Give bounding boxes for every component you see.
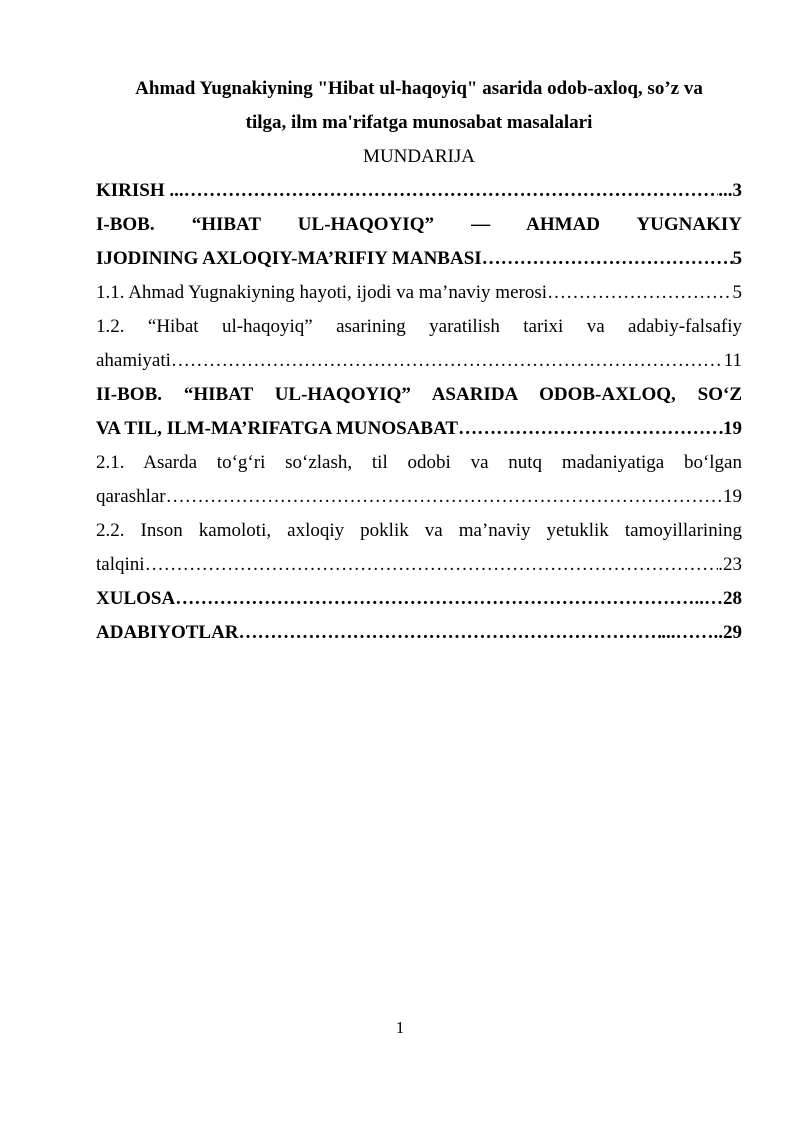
toc-page-number: ..…28 bbox=[694, 588, 742, 609]
toc-entry-1-1 bbox=[96, 276, 742, 310]
toc-entry-2-2 bbox=[96, 548, 742, 582]
toc-entry-bob1-line1: I-BOB. “HIBAT UL-HAQOYIQ” — AHMAD YUGNAKIY bbox=[96, 214, 742, 235]
toc-label: ahamiyati bbox=[96, 350, 171, 371]
toc-page-number: 5 bbox=[732, 282, 742, 303]
document-page bbox=[96, 72, 742, 650]
page-number: 1 bbox=[395, 1018, 405, 1037]
toc-label: talqini bbox=[96, 554, 145, 575]
toc-label: VA TIL, ILM-MA’RIFATGA MUNOSABAT bbox=[96, 418, 459, 439]
document-title-line-1: Ahmad Yugnakiyning "Hibat ul-haqoyiq" asarida odob-axloq, so’z va bbox=[135, 78, 703, 99]
toc-entry-2-2-line1: 2.2. Inson kamoloti, axloqiy poklik va ma’naviy yetuklik tamoyillarining bbox=[96, 520, 742, 541]
toc-page-number: 19 bbox=[723, 418, 742, 439]
toc-entry-1-2 bbox=[96, 344, 742, 378]
toc-leader-dots bbox=[171, 344, 724, 378]
toc-label: XULOSA bbox=[96, 588, 176, 609]
toc-entry-2-1 bbox=[96, 480, 742, 514]
toc-leader-dots bbox=[166, 480, 723, 514]
toc-entry-kirish bbox=[96, 174, 742, 208]
toc-page-number: .23 bbox=[718, 554, 742, 575]
toc-entry-bob2 bbox=[96, 412, 742, 446]
toc-entry-adabiyotlar bbox=[96, 616, 742, 650]
toc-leader-dots bbox=[145, 548, 719, 582]
toc-page-number: 11 bbox=[723, 350, 742, 371]
toc-page-number: ...3 bbox=[718, 180, 742, 201]
toc-label: 1.1. Ahmad Yugnakiyning hayoti, ijodi va ma’naviy merosi bbox=[96, 282, 548, 303]
toc-leader-dots bbox=[482, 242, 733, 276]
document-title-line-2: tilga, ilm ma'rifatga munosabat masalalari bbox=[245, 112, 593, 133]
toc-entry-bob1 bbox=[96, 242, 742, 276]
toc-label: qarashlar bbox=[96, 486, 166, 507]
toc-heading: MUNDARIJA bbox=[363, 146, 475, 167]
toc-leader-dots bbox=[239, 616, 662, 650]
toc-leader-dots bbox=[175, 582, 694, 616]
toc-page-number: ...……..29 bbox=[661, 622, 742, 643]
toc-leader-dots bbox=[458, 412, 723, 446]
toc-entry-1-2-line1: 1.2. “Hibat ul-haqoyiq” asarining yaratilish tarixi va adabiy-falsafiy bbox=[96, 316, 742, 337]
toc-label: ADABIYOTLAR bbox=[96, 622, 239, 643]
toc-page-number: 5 bbox=[732, 248, 742, 269]
toc-page-number: 19 bbox=[723, 486, 742, 507]
toc-leader-dots bbox=[184, 174, 719, 208]
toc-entry-xulosa bbox=[96, 582, 742, 616]
toc-label: IJODINING AXLOQIY-MA’RIFIY MANBASI bbox=[96, 248, 482, 269]
toc-leader-dots bbox=[547, 276, 732, 310]
toc-entry-2-1-line1: 2.1. Asarda to‘g‘ri so‘zlash, til odobi va nutq madaniyatiga bo‘lgan bbox=[96, 452, 742, 473]
toc-label: KIRISH ... bbox=[96, 180, 184, 201]
toc-entry-bob2-line1: II-BOB. “HIBAT UL-HAQOYIQ” ASARIDA ODOB-AXLOQ, SO‘Z bbox=[96, 384, 742, 405]
